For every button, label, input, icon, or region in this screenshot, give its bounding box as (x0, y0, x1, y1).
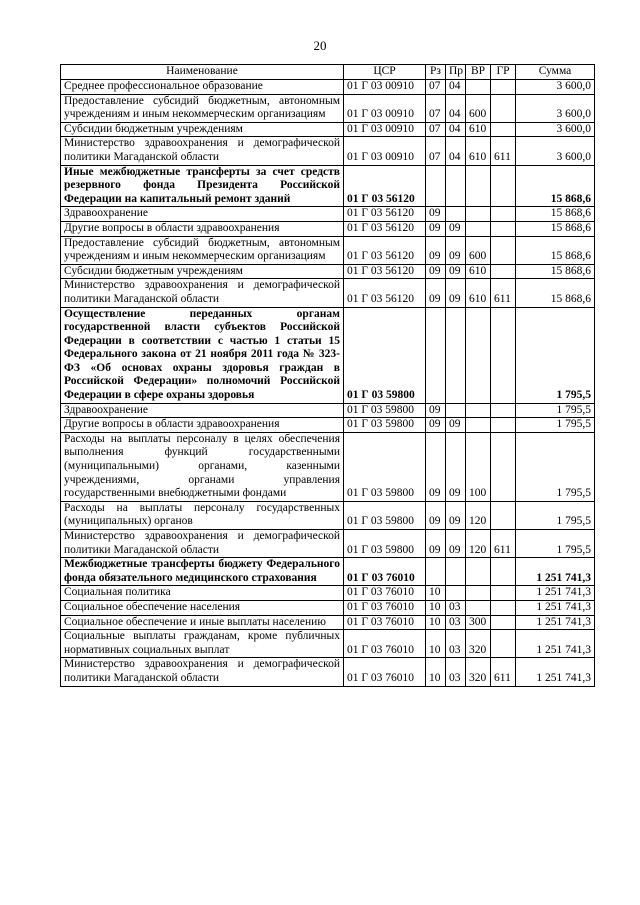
header-rz: Рз (426, 65, 446, 80)
cell-sum: 1 251 741,3 (516, 586, 595, 601)
cell-vr: 600 (466, 94, 491, 122)
cell-csr: 01 Г 03 00910 (344, 137, 426, 165)
cell-sum: 1 795,5 (516, 307, 595, 403)
cell-pr: 09 (446, 418, 466, 433)
cell-csr: 01 Г 03 76010 (344, 600, 426, 615)
cell-name: Социальные выплаты гражданам, кроме публичных нормативных социальных выплат (61, 630, 344, 658)
cell-sum: 1 795,5 (516, 501, 595, 529)
cell-vr: 120 (466, 530, 491, 558)
cell-vr: 610 (466, 122, 491, 137)
cell-rz: 09 (426, 432, 446, 501)
cell-gr (491, 630, 516, 658)
cell-gr (491, 558, 516, 586)
cell-csr: 01 Г 03 59800 (344, 530, 426, 558)
cell-sum: 1 251 741,3 (516, 615, 595, 630)
cell-pr: 09 (446, 501, 466, 529)
cell-csr: 01 Г 03 59800 (344, 403, 426, 418)
cell-name: Расходы на выплаты персоналу в целях обеспечения выполнения функций государственными (муниципальными) органами, казенными учреждениями, органами управления государственными внебюджетными фондами (61, 432, 344, 501)
cell-pr: 09 (446, 530, 466, 558)
table-row (61, 658, 595, 686)
table-row (61, 615, 595, 630)
cell-gr (491, 236, 516, 264)
table-row (61, 630, 595, 658)
cell-pr: 03 (446, 658, 466, 686)
cell-csr: 01 Г 03 76010 (344, 558, 426, 586)
cell-vr (466, 418, 491, 433)
cell-sum: 1 251 741,3 (516, 658, 595, 686)
table-row (61, 279, 595, 307)
header-name: Наименование (61, 65, 344, 80)
cell-name: Здравоохранение (61, 207, 344, 222)
cell-gr (491, 165, 516, 207)
cell-csr: 01 Г 03 56120 (344, 264, 426, 279)
cell-name: Другие вопросы в области здравоохранения (61, 418, 344, 433)
cell-sum: 15 868,6 (516, 264, 595, 279)
table-row (61, 165, 595, 207)
cell-sum: 15 868,6 (516, 279, 595, 307)
cell-vr (466, 600, 491, 615)
cell-name: Межбюджетные трансферты бюджету Федерального фонда обязательного медицинского страхования (61, 558, 344, 586)
cell-sum: 15 868,6 (516, 221, 595, 236)
cell-pr: 04 (446, 80, 466, 95)
page-number: 20 (313, 38, 327, 53)
cell-csr: 01 Г 03 56120 (344, 236, 426, 264)
cell-sum: 3 600,0 (516, 137, 595, 165)
cell-name: Субсидии бюджетным учреждениям (61, 122, 344, 137)
cell-csr: 01 Г 03 76010 (344, 615, 426, 630)
table-row (61, 207, 595, 222)
cell-sum: 1 251 741,3 (516, 600, 595, 615)
cell-csr: 01 Г 03 59800 (344, 307, 426, 403)
cell-pr (446, 558, 466, 586)
header-csr: ЦСР (344, 65, 426, 80)
cell-name: Предоставление субсидий бюджетным, автономным учреждениям и иным некоммерческим организациям (61, 236, 344, 264)
cell-gr (491, 264, 516, 279)
cell-pr (446, 207, 466, 222)
cell-csr: 01 Г 03 59800 (344, 418, 426, 433)
cell-name: Министерство здравоохранения и демографической политики Магаданской области (61, 530, 344, 558)
table-row (61, 122, 595, 137)
table-row (61, 558, 595, 586)
cell-gr (491, 586, 516, 601)
table-row (61, 586, 595, 601)
cell-pr: 03 (446, 615, 466, 630)
budget-table (60, 64, 595, 687)
cell-rz: 09 (426, 264, 446, 279)
cell-pr: 09 (446, 264, 466, 279)
cell-vr: 120 (466, 501, 491, 529)
cell-name: Субсидии бюджетным учреждениям (61, 264, 344, 279)
cell-name: Министерство здравоохранения и демографической политики Магаданской области (61, 137, 344, 165)
cell-gr (491, 615, 516, 630)
cell-sum: 1 795,5 (516, 418, 595, 433)
cell-rz: 09 (426, 501, 446, 529)
cell-csr: 01 Г 03 00910 (344, 80, 426, 95)
cell-rz: 07 (426, 137, 446, 165)
cell-rz: 09 (426, 530, 446, 558)
table-row (61, 94, 595, 122)
table-row (61, 403, 595, 418)
cell-rz: 09 (426, 418, 446, 433)
cell-csr: 01 Г 03 59800 (344, 432, 426, 501)
cell-pr: 09 (446, 279, 466, 307)
cell-gr (491, 501, 516, 529)
cell-gr (491, 122, 516, 137)
cell-sum: 1 251 741,3 (516, 630, 595, 658)
table-row (61, 80, 595, 95)
table-row (61, 501, 595, 529)
cell-pr: 03 (446, 630, 466, 658)
header-vr: ВР (466, 65, 491, 80)
cell-gr (491, 207, 516, 222)
cell-sum: 3 600,0 (516, 122, 595, 137)
cell-pr (446, 586, 466, 601)
cell-gr (491, 94, 516, 122)
table-row (61, 307, 595, 403)
cell-csr: 01 Г 03 56120 (344, 165, 426, 207)
cell-csr: 01 Г 03 76010 (344, 630, 426, 658)
cell-pr: 09 (446, 236, 466, 264)
cell-csr: 01 Г 03 00910 (344, 122, 426, 137)
cell-name: Социальное обеспечение населения (61, 600, 344, 615)
cell-rz: 09 (426, 221, 446, 236)
cell-rz (426, 165, 446, 207)
cell-name: Социальная политика (61, 586, 344, 601)
header-pr: Пр (446, 65, 466, 80)
cell-rz: 09 (426, 279, 446, 307)
cell-name: Другие вопросы в области здравоохранения (61, 221, 344, 236)
cell-gr (491, 600, 516, 615)
cell-name: Среднее профессиональное образование (61, 80, 344, 95)
cell-vr (466, 165, 491, 207)
table-row (61, 137, 595, 165)
cell-pr: 09 (446, 221, 466, 236)
cell-vr (466, 80, 491, 95)
cell-name: Здравоохранение (61, 403, 344, 418)
cell-pr: 09 (446, 432, 466, 501)
cell-pr (446, 307, 466, 403)
table-row (61, 236, 595, 264)
table-body (61, 80, 595, 687)
cell-gr: 611 (491, 279, 516, 307)
cell-vr: 610 (466, 137, 491, 165)
cell-sum: 15 868,6 (516, 165, 595, 207)
cell-name: Социальное обеспечение и иные выплаты населению (61, 615, 344, 630)
cell-sum: 1 795,5 (516, 403, 595, 418)
table-row (61, 264, 595, 279)
cell-csr: 01 Г 03 56120 (344, 207, 426, 222)
cell-sum: 1 251 741,3 (516, 558, 595, 586)
cell-vr: 610 (466, 264, 491, 279)
cell-gr: 611 (491, 658, 516, 686)
cell-pr: 03 (446, 600, 466, 615)
cell-rz: 09 (426, 403, 446, 418)
cell-vr: 610 (466, 279, 491, 307)
cell-pr: 04 (446, 137, 466, 165)
cell-rz: 10 (426, 658, 446, 686)
cell-vr: 300 (466, 615, 491, 630)
cell-vr (466, 221, 491, 236)
cell-csr: 01 Г 03 76010 (344, 586, 426, 601)
cell-gr (491, 221, 516, 236)
cell-rz: 07 (426, 80, 446, 95)
cell-vr: 320 (466, 630, 491, 658)
cell-vr (466, 307, 491, 403)
header-sum: Сумма (516, 65, 595, 80)
cell-gr: 611 (491, 137, 516, 165)
cell-rz: 09 (426, 207, 446, 222)
cell-rz: 07 (426, 122, 446, 137)
cell-vr (466, 403, 491, 418)
cell-sum: 3 600,0 (516, 94, 595, 122)
cell-name: Министерство здравоохранения и демографической политики Магаданской области (61, 658, 344, 686)
cell-pr (446, 403, 466, 418)
cell-sum: 15 868,6 (516, 236, 595, 264)
cell-name: Министерство здравоохранения и демографической политики Магаданской области (61, 279, 344, 307)
cell-pr: 04 (446, 122, 466, 137)
cell-rz: 10 (426, 600, 446, 615)
table-row (61, 418, 595, 433)
cell-vr (466, 586, 491, 601)
cell-name: Иные межбюджетные трансферты за счет средств резервного фонда Президента Российской Федерации на капитальный ремонт зданий (61, 165, 344, 207)
table-row (61, 530, 595, 558)
cell-rz (426, 558, 446, 586)
cell-csr: 01 Г 03 00910 (344, 94, 426, 122)
cell-gr (491, 80, 516, 95)
cell-rz: 10 (426, 615, 446, 630)
cell-pr: 04 (446, 94, 466, 122)
header-gr: ГР (491, 65, 516, 80)
cell-csr: 01 Г 03 76010 (344, 658, 426, 686)
table-row (61, 600, 595, 615)
cell-rz: 10 (426, 630, 446, 658)
cell-vr (466, 207, 491, 222)
cell-gr (491, 418, 516, 433)
cell-pr (446, 165, 466, 207)
cell-csr: 01 Г 03 56120 (344, 221, 426, 236)
cell-name: Предоставление субсидий бюджетным, автономным учреждениям и иным некоммерческим организациям (61, 94, 344, 122)
cell-gr (491, 307, 516, 403)
cell-rz: 07 (426, 94, 446, 122)
cell-rz: 10 (426, 586, 446, 601)
cell-csr: 01 Г 03 56120 (344, 279, 426, 307)
cell-vr: 100 (466, 432, 491, 501)
cell-vr: 600 (466, 236, 491, 264)
cell-csr: 01 Г 03 59800 (344, 501, 426, 529)
cell-rz: 09 (426, 236, 446, 264)
cell-sum: 1 795,5 (516, 530, 595, 558)
cell-gr: 611 (491, 530, 516, 558)
cell-name: Осуществление переданных органам государственной власти субъектов Российской Федерации в соответствии с частью 1 статьи 15 Федерального закона от 21 ноября 2011 года № 323-ФЗ «Об основах охраны здоровья граждан в Российской Федерации» полномочий Российской Федерации в сфере охраны здоровья (61, 307, 344, 403)
header-row (61, 65, 595, 80)
cell-vr: 320 (466, 658, 491, 686)
cell-sum: 3 600,0 (516, 80, 595, 95)
cell-gr (491, 432, 516, 501)
cell-sum: 1 795,5 (516, 432, 595, 501)
table-row (61, 432, 595, 501)
cell-sum: 15 868,6 (516, 207, 595, 222)
cell-name: Расходы на выплаты персоналу государственных (муниципальных) органов (61, 501, 344, 529)
cell-gr (491, 403, 516, 418)
table-row (61, 221, 595, 236)
cell-rz (426, 307, 446, 403)
cell-vr (466, 558, 491, 586)
